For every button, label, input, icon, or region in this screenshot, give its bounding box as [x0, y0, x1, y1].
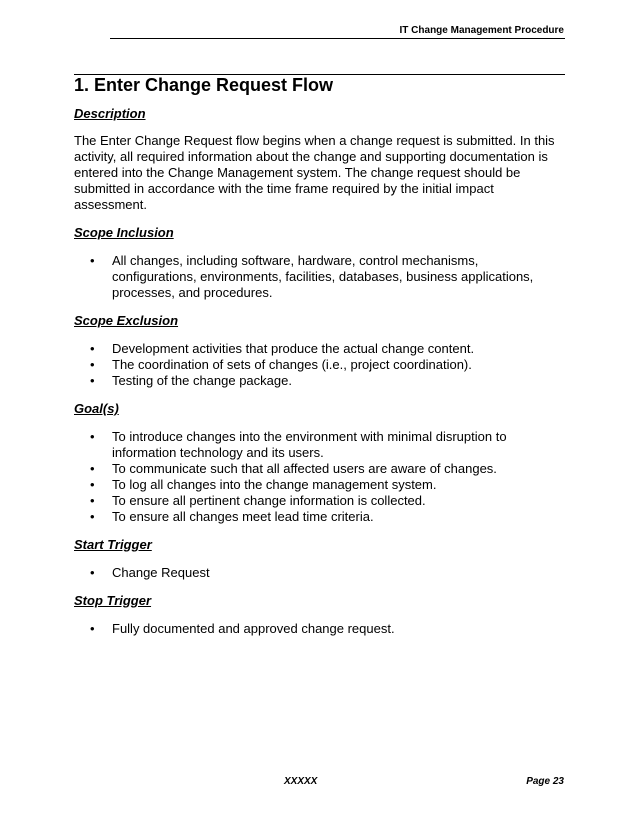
list-item-text: Fully documented and approved change request. [112, 621, 395, 636]
list-item [90, 429, 566, 461]
list-item [90, 461, 566, 477]
list-item [90, 621, 566, 637]
bullet-icon: • [90, 253, 95, 268]
list-item [90, 509, 566, 525]
bullet-icon: • [90, 621, 95, 636]
bullet-icon: • [90, 477, 95, 492]
list-item-text: To introduce changes into the environment with minimal disruption to information technology and its users. [112, 429, 507, 460]
list-item [90, 493, 566, 509]
list-item [90, 341, 566, 357]
stop-trigger-heading: Stop Trigger [74, 593, 152, 608]
scope-inclusion-heading: Scope Inclusion [74, 225, 174, 240]
scope-inclusion-list [74, 253, 566, 301]
start-trigger-list [74, 565, 566, 581]
header-rule [110, 38, 565, 39]
running-header: IT Change Management Procedure [399, 25, 564, 36]
start-trigger-heading: Start Trigger [74, 537, 152, 552]
footer-page-number: Page 23 [526, 776, 564, 787]
list-item [90, 253, 566, 301]
bullet-icon: • [90, 341, 95, 356]
stop-trigger-list [74, 621, 566, 637]
bullet-icon: • [90, 373, 95, 388]
bullet-icon: • [90, 565, 95, 580]
list-item [90, 357, 566, 373]
content-body [74, 106, 566, 637]
description-paragraph: The Enter Change Request flow begins when a change request is submitted. In this activity, all required information about the change and supporting documentation is entered into the Change Management system. The change request should be submitted in accordance with the time frame required by the initial impact assessment. [74, 133, 555, 212]
footer-document-id: XXXXX [284, 776, 318, 787]
list-item [90, 565, 566, 581]
description-heading: Description [74, 106, 146, 121]
bullet-icon: • [90, 357, 95, 372]
list-item-text: The coordination of sets of changes (i.e., project coordination). [112, 357, 472, 372]
list-item [90, 477, 566, 493]
list-item-text: Development activities that produce the actual change content. [112, 341, 475, 356]
scope-exclusion-heading: Scope Exclusion [74, 313, 179, 328]
goals-heading: Goal(s) [74, 401, 119, 416]
list-item-text: To ensure all changes meet lead time criteria. [112, 509, 374, 524]
goals-list [74, 429, 566, 525]
list-item-text: Change Request [112, 565, 210, 580]
bullet-icon: • [90, 429, 95, 444]
list-item-text: All changes, including software, hardware, control mechanisms, configurations, environments, facilities, databases, business applications, processes, and procedures. [112, 253, 534, 300]
list-item-text: Testing of the change package. [112, 373, 292, 388]
list-item-text: To communicate such that all affected users are aware of changes. [112, 461, 497, 476]
bullet-icon: • [90, 509, 95, 524]
bullet-icon: • [90, 493, 95, 508]
list-item [90, 373, 566, 389]
main-heading: 1. Enter Change Request Flow [74, 75, 334, 95]
scope-exclusion-list [74, 341, 566, 389]
list-item-text: To ensure all pertinent change information is collected. [112, 493, 426, 508]
list-item-text: To log all changes into the change management system. [112, 477, 437, 492]
bullet-icon: • [90, 461, 95, 476]
